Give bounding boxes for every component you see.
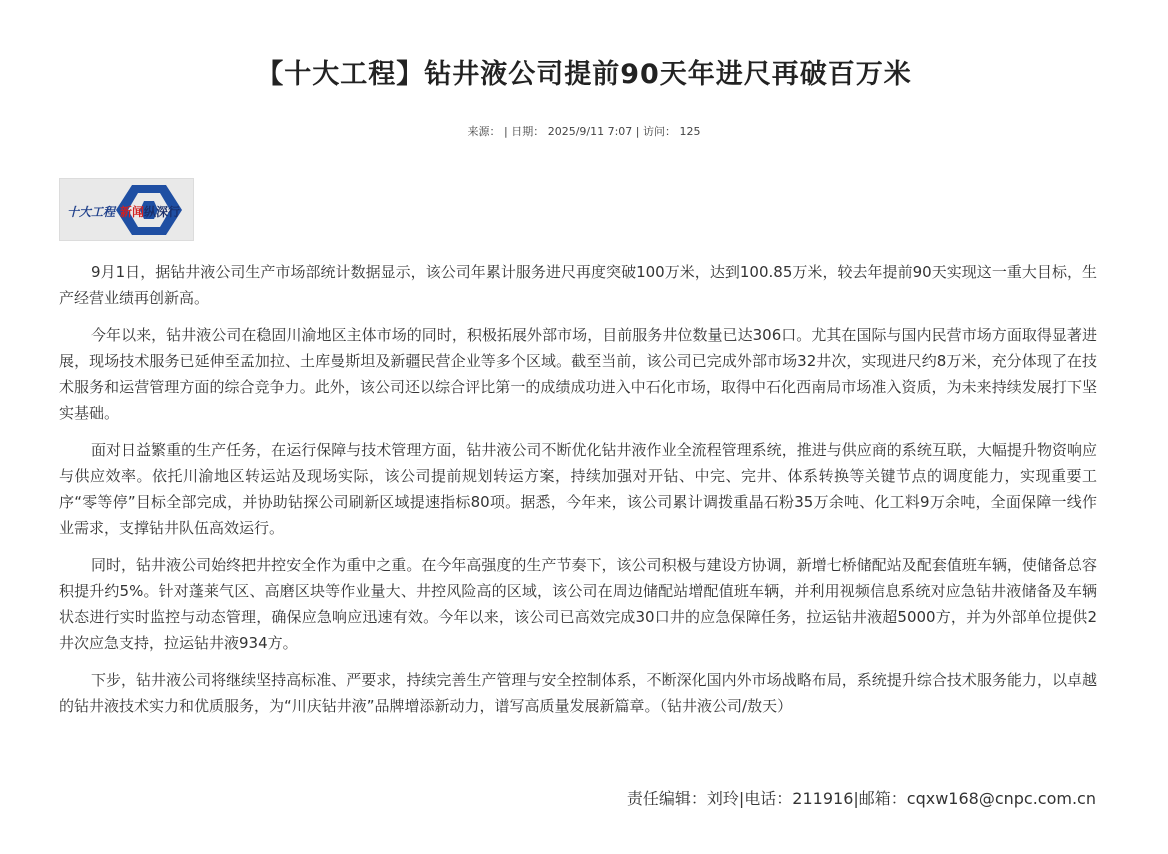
article-meta: 来源： | 日期： 2025/9/11 7:07 | 访问： 125 — [467, 125, 701, 138]
logo-text-red: 新闻 — [120, 205, 145, 219]
paragraph: 同时，钻井液公司始终把井控安全作为重中之重。在今年高强度的生产节奏下，该公司积极与建设方协调，新增七桥储配站及配套值班车辆，使储备总容积提升约5%。针对蓬莱气区、高磨区块等作业量大、井控风险高的区域，该公司在周边储配站增配值班车辆，并利用视频信息系统对应急钻井液储备及车辆状态进行实时监控与动态管理，确保应急响应迅速有效。今年以来，该公司已高效完成30口井的应急保障任务，拉运钻井液超5000方，并为外部单位提供2井次应急支持，拉运钻井液934方。 — [59, 556, 1097, 652]
paragraph: 今年以来，钻井液公司在稳固川渝地区主体市场的同时，积极拓展外部市场，目前服务井位数量已达306口。尤其在国际与国内民营市场方面取得显著进展，现场技术服务已延伸至孟加拉、土库曼斯坦及新疆民营企业等多个区域。截至当前，该公司已完成外部市场32井次，实现进尺约8万米，充分体现了在技术服务和运营管理方面的综合竞争力。此外，该公司还以综合评比第一的成绩成功进入中石化市场，取得中石化西南局市场准入资质，为未来持续发展打下坚实基础。 — [59, 326, 1097, 422]
editor-info: 责任编辑：刘玲|电话：211916|邮箱：cqxw168@cnpc.com.cn — [626, 789, 1096, 808]
column-logo — [59, 178, 194, 241]
logo-text-xinwen — [120, 203, 180, 220]
article-title: 【十大工程】钻井液公司提前90天年进尺再破百万米 — [256, 59, 912, 90]
logo-text-shidagongcheng: 十大工程 — [67, 205, 116, 219]
paragraph: 下步，钻井液公司将继续坚持高标准、严要求，持续完善生产管理与安全控制体系，不断深化国内外市场战略布局，系统提升综合技术服务能力，以卓越的钻井液技术实力和优质服务，为“川庆钻井液”品牌增添新动力，谱写高质量发展新篇章。（钻井液公司/敖天） — [59, 671, 1097, 715]
paragraph: 面对日益繁重的生产任务，在运行保障与技术管理方面，钻井液公司不断优化钻井液作业全流程管理系统，推进与供应商的系统互联，大幅提升物资响应与供应效率。依托川渝地区转运站及现场实际，该公司提前规划转运方案，持续加强对开钻、中完、完井、体系转换等关键节点的调度能力，实现重要工序“零等停”目标全部完成，并协助钻探公司刷新区域提速指标80项。据悉，今年来，该公司累计调拨重晶石粉35万余吨、化工料9万余吨，全面保障一线作业需求，支撑钻井队伍高效运行。 — [59, 441, 1097, 537]
paragraph: 9月1日，据钻井液公司生产市场部统计数据显示，该公司年累计服务进尺再度突破100万米，达到100.85万米，较去年提前90天实现这一重大目标，生产经营业绩再创新高。 — [59, 263, 1097, 307]
logo-text-dark: 纵深行 — [144, 205, 181, 219]
article-body — [59, 259, 1097, 730]
